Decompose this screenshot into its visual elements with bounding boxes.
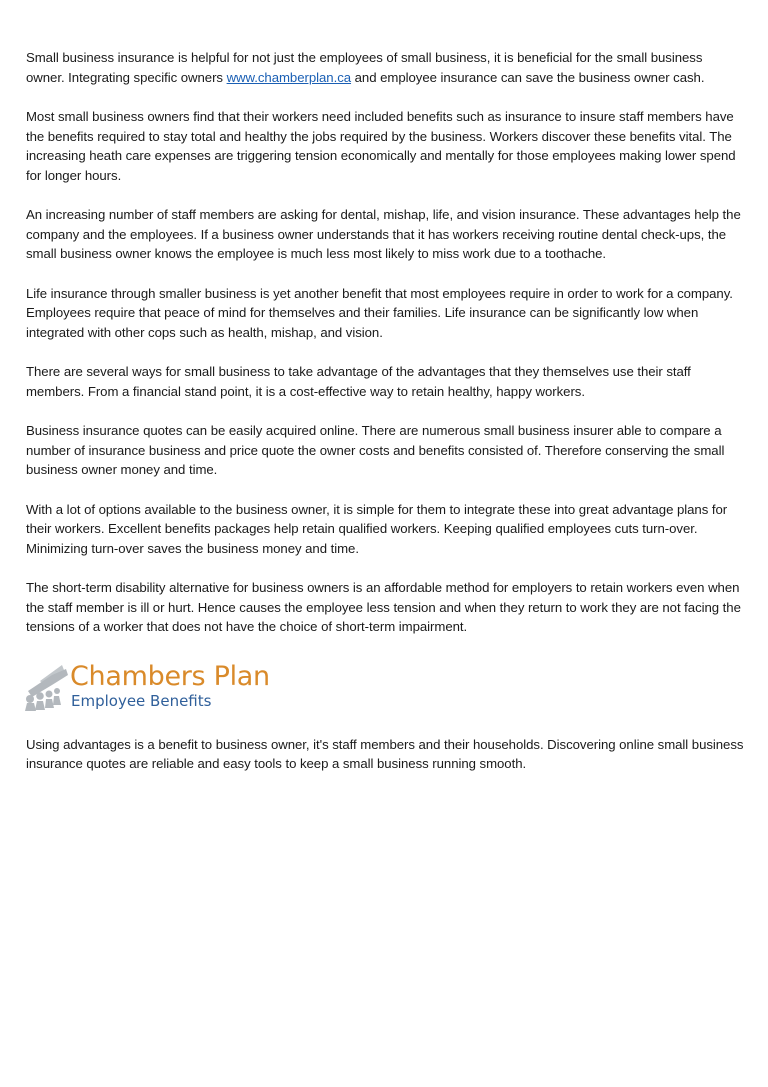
paragraph-5: There are several ways for small business to take advantage of the advantages that they themselves use their staff members. From a financial stand point, it is a cost-effective way to retain healthy, happy workers. [26,364,691,399]
paragraph-1 [26,48,744,87]
paragraph-1-text-start: Small business insurance is helpful for not just the employees of small business, it is beneficial for the small business owner. Integrating specific owners [26,50,703,85]
paragraph-7: With a lot of options available to the business owner, it is simple for them to integrate these into great advantage plans for their workers. Excellent benefits packages help retain qualified workers. Keeping qualified employees cuts turn-over. Minimizing turn-over saves the business money and time. [26,501,728,556]
logo-name: Chambers Plan [70,660,270,692]
paragraph-3: An increasing number of staff members are asking for dental, mishap, life, and vision insurance. These advantages help the company and the employees. If a business owner understands that it has workers receiving routine dental check-ups, the small business owner knows the employee is much less most likely to miss work due to a toothache. [26,207,741,261]
chambers-plan-logo [22,657,744,715]
paragraph-8: The short-term disability alternative for business owners is an affordable method for employers to retain workers even when the staff member is ill or hurt. Hence causes the employee less tension and when they return to work they are not facing the tensions of a worker that does not have the choice of short-term impairment. [26,580,741,634]
document-body [26,48,744,794]
logo-text [70,662,270,710]
people-silhouette-icon [22,661,68,711]
paragraph-4: Life insurance through smaller business is yet another benefit that most employees require in order to work for a company. Employees require that peace of mind for themselves and their families. Life insurance can be significantly low when integrated with other cops such as health, mishap, and vision. [26,285,733,340]
logo-tagline: Employee Benefits [71,691,212,710]
paragraph-2: Most small business owners find that their workers need included benefits such as insurance to insure staff members have the benefits required to stay total and healthy the jobs required by the business. Workers discover these benefits vital. The increasing heath care expenses are triggering tension economically and mentally for those employees making lower spend for longer hours. [26,109,736,183]
paragraph-6: Business insurance quotes can be easily acquired online. There are numerous small business insurer able to compare a number of insurance business and price quote the owner costs and benefits consisted of. Therefore conserving the small business owner money and time. [26,423,725,477]
chamberplan-link[interactable]: www.chamberplan.ca [226,69,352,85]
paragraph-1-text-end: and employee insurance can save the business owner cash. [351,69,705,85]
closing-paragraph: Using advantages is a benefit to business owner, it's staff members and their households. Discovering online small business insurance quotes are reliable and easy tools to keep a small business running smooth. [26,736,744,771]
